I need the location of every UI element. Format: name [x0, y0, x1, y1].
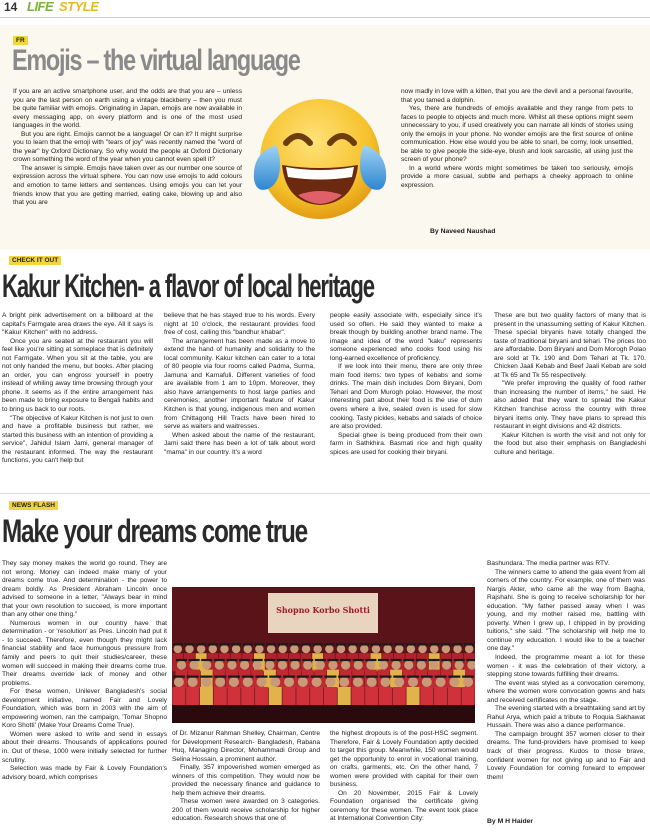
graduate-figure: [241, 687, 254, 705]
graduate-head: [430, 645, 438, 653]
graduate-figure: [172, 687, 185, 705]
graduate-head: [227, 660, 236, 669]
graduate-head: [353, 677, 363, 687]
graduate-head: [244, 645, 252, 653]
graduate-head: [417, 660, 426, 669]
graduation-cap: [254, 643, 264, 645]
graduate-head: [348, 645, 356, 653]
graduate-head: [189, 660, 198, 669]
graduation-cap: [283, 676, 295, 678]
dreams-article-byline: By M H Haider: [487, 818, 534, 825]
paragraph: "We prefer improving the quality of food rather than increasing the number of items," he said. He also added that they want to spread the Kakur Kitchen franchise across the country with three biryani items only. They have plans to spread this restaurant in eight divisions and 42 districts.: [494, 380, 646, 431]
graduation-cap: [200, 676, 212, 678]
dreams-article-column-4: [487, 560, 645, 782]
paragraph: The evening started with a breathtaking sand art by Rahul Arya, which paid a tribute to Roquia Sakhawat Hussain. There was also a dance performance.: [487, 705, 645, 730]
graduation-cap: [466, 659, 475, 661]
graduate-head: [185, 645, 193, 653]
paragraph: But you are right. Emojis cannot be a language! Or can it? It might surprise you to learn that the emoji with "tears of joy" was recently named the "word of the year" by Oxford Dictionary. So why would the people at Oxford Dictionary crown something the word of the year when you cannot even spell it?: [13, 130, 242, 164]
graduation-cap: [242, 676, 254, 678]
paragraph: In a world where words might sometimes be taken too seriously, emojis provide a more casual, subtle and perhaps a cheeky approach to online expression.: [401, 164, 633, 190]
graduation-cap: [289, 643, 299, 645]
graduate-head: [215, 677, 225, 687]
dreams-article-column-1: [2, 560, 167, 782]
graduation-cap: [366, 676, 378, 678]
dreams-article-headline: Make your dreams come true: [2, 513, 307, 549]
paragraph: The campaign brought 357 women closer to their dreams. The fund-providers have promised to keep track of their progress. Kudos to those brave, confident women for not giving up and to Fair and Lovely Foundation for coming forward to empower them!: [487, 730, 645, 781]
graduate-head: [380, 677, 390, 687]
graduate-head: [404, 660, 413, 669]
graduate-head: [188, 677, 198, 687]
graduation-cap: [428, 659, 439, 661]
graduate-head: [391, 660, 400, 669]
graduate-head: [465, 645, 473, 653]
graduate-head: [455, 660, 464, 669]
graduate-head: [267, 645, 275, 653]
graduation-cap: [338, 676, 350, 678]
graduation-cap: [264, 659, 275, 661]
graduation-cap: [383, 643, 393, 645]
paragraph: of Dr. Mizanur Rahman Shelley, Chairman, Centre for Development Research- Bangladesh, Rabana Huq, Managing Director, Mohammadi Group and Selina Hossain, a prominent author.: [172, 730, 320, 763]
graduate-head: [253, 660, 262, 669]
graduate-figure: [324, 687, 337, 705]
kakur-article-tag: CHECK IT OUT: [9, 256, 61, 265]
section-name-life: LIFE: [27, 0, 54, 14]
paragraph: A bright pink advertisement on a billboard at the capital's Farmgate area draws the eye. All it says is "Kakur Kitchen" with no address.: [2, 312, 153, 337]
graduation-cap: [252, 659, 263, 661]
graduation-cap: [173, 643, 183, 645]
graduation-cap: [421, 676, 433, 678]
graduate-head: [337, 645, 345, 653]
graduation-cap: [359, 643, 369, 645]
tears-of-joy-emoji-image: [246, 83, 394, 231]
kakur-article-column-1: [2, 312, 153, 466]
graduate-figure: [351, 687, 364, 705]
graduate-head: [257, 677, 267, 687]
graduate-head: [463, 677, 473, 687]
graduate-head: [303, 660, 312, 669]
graduate-figure: [200, 687, 213, 705]
kakur-article-column-4: [494, 312, 646, 457]
graduation-cap: [327, 659, 338, 661]
graduation-cap: [393, 676, 405, 678]
graduate-head: [232, 645, 240, 653]
graduation-cap: [353, 659, 364, 661]
paragraph: These are but two quality factors of many that is present in the unassuming setting of Kakur Kitchen. These special biryanis have totally changed the taste of traditional biryani and tehari. The prices too are affordable. Dom Biryani and Dom Morogh Polao are sold at Tk. 190 and Dom Tehari at Tk. 170. Chicken Jaali Kebab and Beef Jaali Kebab are sold at Tk 65 and Tk 55 respectively.: [494, 312, 646, 379]
graduate-head: [429, 660, 438, 669]
graduate-figure: [365, 687, 378, 705]
graduate-head: [436, 677, 446, 687]
graduate-head: [394, 677, 404, 687]
paragraph: The answer is simple. Emojis have taken over as our number one source of expression across the virtual sphere. You can now use emojis to add colours and emotion to tame letters and sentences. Using emojis you can let your friends know that you are getting married, eating cake, blowing up and also that you are: [13, 164, 242, 207]
graduate-head: [449, 677, 459, 687]
graduate-head: [408, 677, 418, 687]
graduation-cap: [394, 643, 404, 645]
graduation-cap: [256, 676, 268, 678]
graduate-head: [279, 645, 287, 653]
graduate-head: [325, 677, 335, 687]
graduate-head: [442, 660, 451, 669]
graduate-head: [339, 677, 349, 687]
paragraph: Selection was made by Fair & Lovely Foundation's advisory board, which comprises: [2, 765, 167, 781]
paragraph: believe that he has stayed true to his words. Every night at 10 o'clock, the restaurant provides food free of cost, calling this "bandhur khabar".: [164, 312, 315, 337]
graduation-cap: [228, 676, 240, 678]
graduate-figure: [434, 687, 447, 705]
graduation-cap: [311, 676, 323, 678]
paragraph: people easily associate with, especially since it's used so often. He said they wanted to make a break though by building another brand name. The image and idea of the word "kaku" represents someone experienced who cooks food using his long-earned excellence of proficiency.: [330, 312, 482, 362]
graduation-cap: [371, 643, 381, 645]
paragraph: Women were asked to write and send in essays about their dreams. Thousands of applications poured in. Out of these, 1000 were initially selected for further scrutiny.: [2, 730, 167, 764]
graduate-head: [328, 660, 337, 669]
graduation-cap: [365, 659, 376, 661]
emoji-article-headline: Emojis – the virtual language: [12, 44, 300, 77]
graduation-cap: [201, 659, 212, 661]
graduation-cap: [391, 659, 402, 661]
paragraph: The winners came to attend the gala event from all corners of the country. For example, one of them was Nargis Akter, who came all the way from Bagha, Rajshahi. She is going to receive scholarship for her education. "My father passed away when I was young, and my mother raised me, battling with poverty. When I grew up, I chipped in by providing tuitions," she said. "The scholarship will help me to continue my education. I would like to be a teacher one day.": [487, 568, 645, 653]
graduation-cap: [214, 676, 226, 678]
graduate-figure: [283, 687, 296, 705]
graduate-head: [453, 645, 461, 653]
graduate-figure: [310, 687, 323, 705]
graduation-cap: [302, 659, 313, 661]
graduate-head: [418, 645, 426, 653]
paragraph: For these women, Unilever Bangladesh's social development initiative, named Fair and Lovely Foundation, which was born in 2003 with the aim of empowering women, ran the campaign, 'Tomar Shopno Koro Shotti' (Make Your Dreams Come True).: [2, 688, 167, 730]
graduation-cap: [379, 676, 391, 678]
emoji-article-column-2: [401, 88, 633, 191]
graduate-head: [220, 645, 228, 653]
paragraph: "The objective of Kakur Kitchen is not just to own and have a profitable business but rather, we started this business with an intention of providing a service", Jahidul Islam Jami, general manager of the restaurant informed. The way the restaurant functions, you can't help but: [2, 414, 154, 465]
graduate-figure: [269, 687, 282, 705]
paragraph: Once you are seated at the restaurant you will feel like you're sitting at someplace that is definitely not Farmgate. When you sit at the table, you are not only handed the menu, but books. After placing an order, you can engross yourself in poetry instead of whiling away time browsing through your phone. It seems as if the entire arrangement has been made to bring exposure to Bengali habits and to bring us back to our roots.: [2, 337, 153, 414]
graduation-cap: [407, 676, 419, 678]
graduate-figure: [338, 687, 351, 705]
paragraph: On 20 November, 2015 Fair & Lovely Foundation organised the certificate giving ceremony for these women. The event took place at International Convention City:: [330, 789, 478, 823]
graduation-cap: [231, 643, 241, 645]
emoji-article-column-1: [13, 88, 242, 208]
graduate-head: [302, 645, 310, 653]
graduation-cap: [313, 643, 323, 645]
graduate-head: [325, 645, 333, 653]
paragraph: If you are an active smartphone user, and the odds are that you are – unless you are the last person on earth using a vintage blackberry – then you must be quite familiar with emojis. Originating in Japan, emojis are now available in every messaging app, on every platform and is one of the most used languages in the world.: [13, 88, 242, 130]
graduation-cap: [219, 643, 229, 645]
graduate-head: [407, 645, 415, 653]
paragraph: These women were awarded on 3 categories. 200 of them would receive scholarship for higher education. Research shows that one of: [172, 798, 320, 823]
graduation-cap: [464, 643, 474, 645]
graduate-head: [209, 645, 217, 653]
graduate-figure: [255, 687, 268, 705]
graduate-head: [372, 645, 380, 653]
graduate-head: [278, 660, 287, 669]
graduation-cap: [297, 676, 309, 678]
graduation-cap: [336, 643, 346, 645]
graduation-cap: [452, 643, 462, 645]
paragraph: Kakur Kitchen is worth the visit and not only for the food but also their emphasis on Bangladeshi culture and heritage.: [494, 431, 646, 456]
graduation-cap: [301, 643, 311, 645]
graduate-head: [174, 645, 182, 653]
graduation-cap: [290, 659, 301, 661]
emoji-article-tag: FR: [13, 36, 28, 45]
graduation-cap: [340, 659, 351, 661]
paragraph: Bashundara. The media partner was RTV.: [487, 560, 610, 567]
award-ceremony-photo: [172, 587, 475, 723]
paragraph: They say money makes the world go round. They are not wrong. Money can indeed make many of your dreams come true. And determination - the power to dream boldly. As President Abraham Lincoln once advised to someone in a letter, "Always bear in mind that your own resolution to succeed, is more important than any other one thing.": [2, 560, 167, 619]
graduation-cap: [214, 659, 225, 661]
graduation-cap: [416, 659, 427, 661]
graduate-head: [240, 660, 249, 669]
graduate-figure: [186, 687, 199, 705]
graduate-head: [243, 677, 253, 687]
page-number: 14: [4, 0, 18, 14]
graduate-head: [298, 677, 308, 687]
graduation-cap: [348, 643, 358, 645]
graduate-figure: [448, 687, 461, 705]
kakur-article-column-2: [164, 312, 315, 457]
graduation-cap: [454, 659, 465, 661]
graduate-head: [197, 645, 205, 653]
graduation-cap: [352, 676, 364, 678]
graduation-cap: [462, 676, 474, 678]
graduation-cap: [403, 659, 414, 661]
graduation-cap: [184, 643, 194, 645]
graduation-cap: [196, 643, 206, 645]
graduate-figure: [379, 687, 392, 705]
paragraph: Yes, there are hundreds of emojis available and they range from pets to faces to people to objects and much more. Whilst all these options might seem unnecessary to you, if used creatively you can narrate all kinds of stories using only the emojis in your phone. No wonder emojis are the first source of online communication. How else would you be able to snarl, be corny, look unsettled, be able to give people the side-eye, blush and look sarcastic, all using just the screen of your phone?: [401, 105, 633, 164]
graduation-cap: [208, 643, 218, 645]
paragraph: Numerous women in our country have that determination - or 'resolution' as Pres. Lincoln had put it - to succeed. Therefore, even though they might lack financial stability and face humungous pressure from family and peers to quit their studies/career, these women will succeed in making their dreams come true. Their dreams override lack of money and other problems.: [2, 619, 167, 687]
graduate-head: [177, 660, 186, 669]
graduate-head: [366, 660, 375, 669]
dreams-article-column-2: [172, 730, 320, 824]
graduation-cap: [243, 643, 253, 645]
graduation-cap: [266, 643, 276, 645]
graduation-cap: [239, 659, 250, 661]
paragraph: the highest dropouts is of the post-HSC segment. Therefore, Fair & Lovely Foundation aptly decided to target this group. Meanwhile, 150 women would get the opportunity to enrol in vocational training, on crafts, garments, etc. On the other hand, 7 women were provided with capital for their own business.: [330, 730, 478, 789]
graduate-head: [265, 660, 274, 669]
graduate-head: [313, 645, 321, 653]
graduate-head: [270, 677, 280, 687]
photo-banner-text: Shopno Korbo Shotti: [276, 605, 370, 615]
emoji-article-byline: By Naveed Naushad: [430, 228, 496, 235]
graduate-head: [354, 660, 363, 669]
graduate-figure: [296, 687, 309, 705]
graduation-cap: [406, 643, 416, 645]
graduate-head: [312, 677, 322, 687]
paragraph: Finally, 357 impoverished women emerged as winners of this competition. They would now be provided the necessary finance and guidance to help them achieve their dreams.: [172, 764, 320, 797]
graduate-head: [174, 677, 184, 687]
paragraph: Special ghee is being produced from their own farm in Sathkhira. Basmati rice and high quality spices are used for cooking their biryani.: [330, 431, 482, 456]
paragraph: now madly in love with a kitten, that you are the devil and a personal favourite, that you tamed a dolphin.: [401, 88, 633, 104]
dreams-article-column-3: [330, 730, 478, 824]
graduation-cap: [269, 676, 281, 678]
graduate-head: [284, 677, 294, 687]
graduation-cap: [315, 659, 326, 661]
graduate-head: [255, 645, 263, 653]
graduate-head: [316, 660, 325, 669]
section-divider: [0, 493, 650, 494]
paragraph: Indeed, the programme meant a lot for these women - it was the celebration of their victory, a stepping stone towards fulfilling their dreams.: [487, 654, 645, 679]
graduate-head: [290, 645, 298, 653]
masthead-rule: [0, 17, 650, 18]
graduation-cap: [189, 659, 200, 661]
graduate-head: [367, 677, 377, 687]
section-name-style: STYLE: [59, 0, 99, 14]
paragraph: If we look into their menu, there are only three main food items: two types of kebabs and some drinks. The main dish includes Dom Biryani, Dom Tehari and Dom Murogh polao. However, the most interesting part about their food is the use of dum ovens where a live, sealed oven is used for slow cooking. Tasty pickles, kebabs and salads of choice are also provided.: [330, 363, 482, 431]
graduation-cap: [435, 676, 447, 678]
kakur-article-headline: Kakur Kitchen- a flavor of local heritage: [2, 268, 374, 304]
kakur-article-column-3: [330, 312, 482, 457]
graduation-cap: [448, 676, 460, 678]
graduate-figure: [462, 687, 475, 705]
graduation-cap: [418, 643, 428, 645]
graduation-cap: [429, 643, 439, 645]
graduate-head: [379, 660, 388, 669]
graduate-head: [383, 645, 391, 653]
graduation-cap: [441, 643, 451, 645]
graduate-head: [422, 677, 432, 687]
graduation-cap: [378, 659, 389, 661]
graduate-head: [229, 677, 239, 687]
graduation-cap: [277, 659, 288, 661]
graduation-cap: [324, 676, 336, 678]
graduate-figure: [420, 687, 433, 705]
graduate-head: [215, 660, 224, 669]
graduation-cap: [187, 676, 199, 678]
paragraph: The event was styled as a convocation ceremony, where the women wore convocation gowns and hats and received certificates on the stage.: [487, 679, 645, 704]
graduation-cap: [278, 643, 288, 645]
graduate-figure: [393, 687, 406, 705]
graduate-figure: [227, 687, 240, 705]
graduate-head: [360, 645, 368, 653]
graduate-head: [202, 660, 211, 669]
graduate-head: [201, 677, 211, 687]
graduation-cap: [176, 659, 187, 661]
paragraph: The arrangement has been made as a move to extend the hand of humanity and solidarity to the local community. Kakur kitchen can cater to a total of 80 people via four rooms called Padma, Surma, Jamuna and Karnafuli. Different varieties of food are available from 1 am to 10pm. Moreover, they also have arrangements to host large parties and ceremonies; another important feature of Kakur Kitchen is that young, indigenous men and women from Chittagong Hill Tracts have been hired to serve as waiters and waitresses.: [164, 337, 315, 431]
graduate-figure: [214, 687, 227, 705]
graduation-cap: [226, 659, 237, 661]
graduate-head: [395, 645, 403, 653]
graduate-head: [341, 660, 350, 669]
graduation-cap: [441, 659, 452, 661]
graduate-figure: [407, 687, 420, 705]
paragraph: When asked about the name of the restaurant, Jami said there has been a lot of talk about word "mama" in our country. It's a word: [164, 431, 315, 456]
graduate-head: [290, 660, 299, 669]
graduate-head: [442, 645, 450, 653]
dreams-article-tag: NEWS FLASH: [9, 501, 58, 510]
graduation-cap: [324, 643, 334, 645]
graduation-cap: [173, 676, 185, 678]
